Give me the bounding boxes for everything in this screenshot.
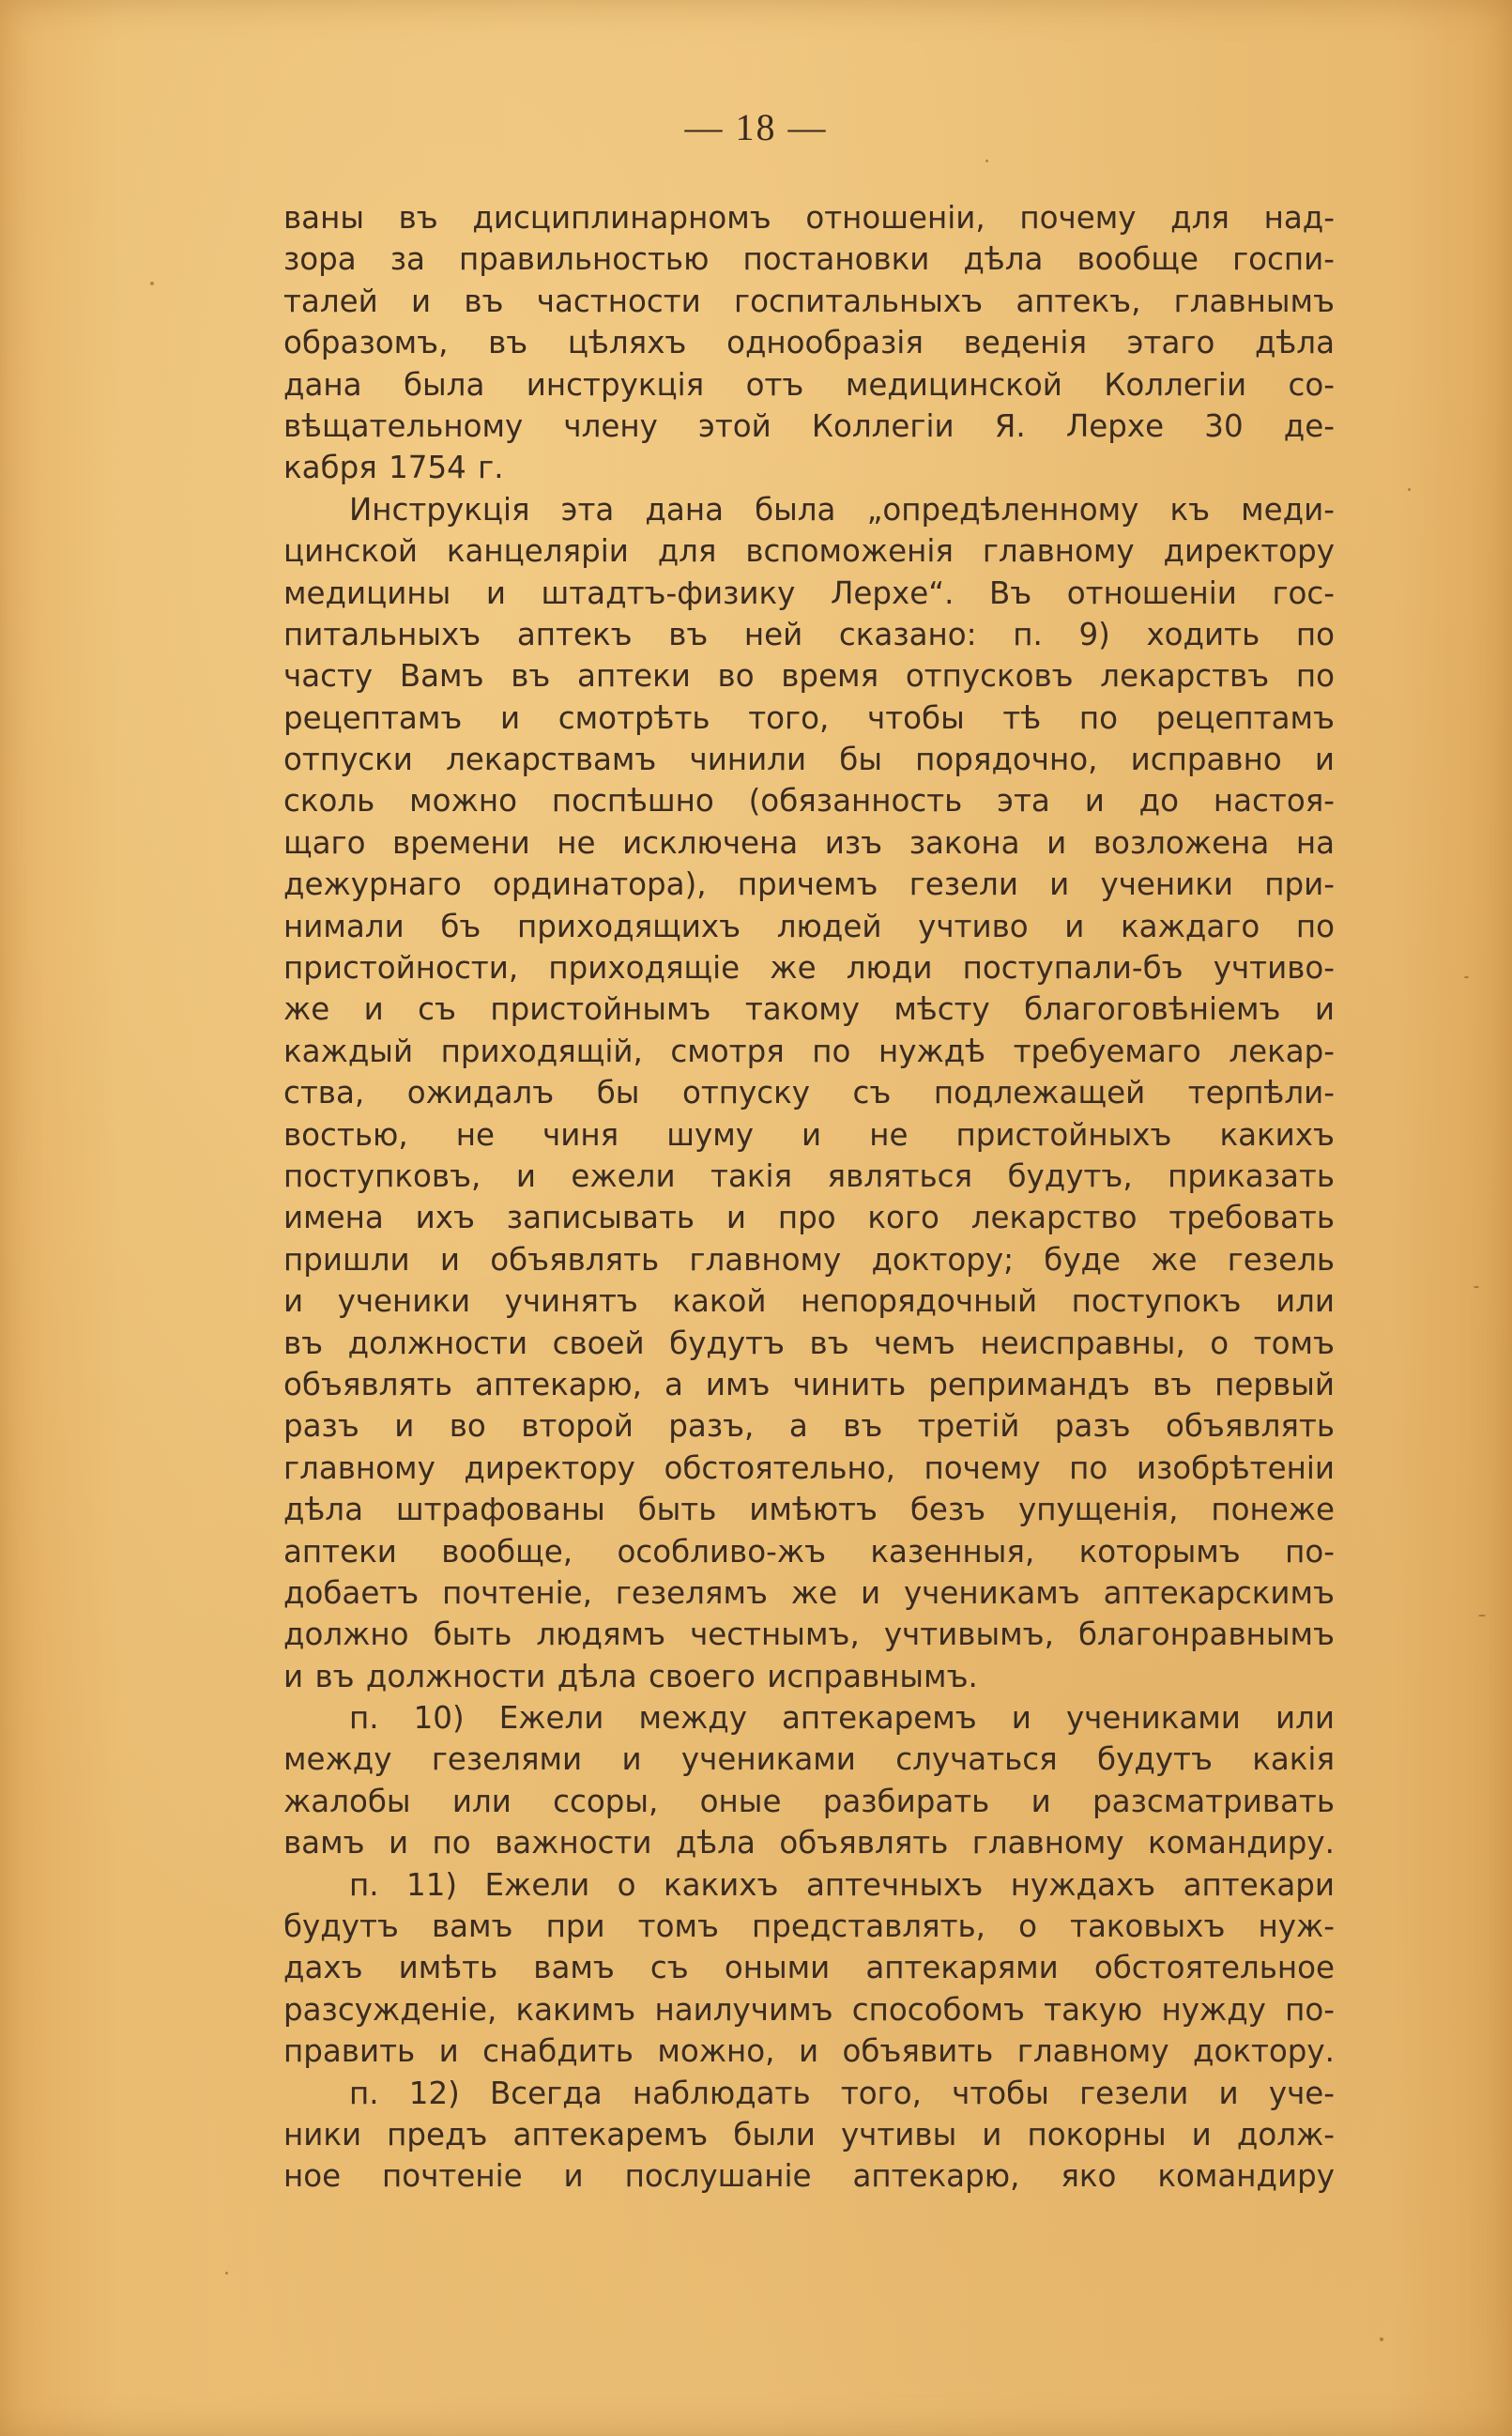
text-line: дахъ имѣть вамъ съ оными аптекарями обстоятельное	[283, 1950, 1335, 1986]
text-line: поступковъ, и ежели такiя являться будутъ, приказать	[283, 1157, 1335, 1194]
text-line: разсужденiе, какимъ наилучимъ способомъ такую нужду по-	[283, 1991, 1335, 2028]
paragraph	[283, 197, 1335, 489]
text-line: и ученики учинятъ какой непорядочный поступокъ или	[283, 1283, 1335, 1320]
text-line: щаго времени не исключена изъ закона и возложена на	[283, 824, 1335, 861]
paper-speck	[225, 2272, 228, 2275]
paragraph	[283, 2073, 1335, 2198]
text-line: отпуски лекарствамъ чинили бы порядочно, исправно и	[283, 742, 1335, 778]
text-line: будутъ вамъ при томъ представлять, о таковыхъ нуж-	[283, 1908, 1335, 1945]
page-number: — 18 —	[684, 106, 828, 148]
paper-speck	[1478, 1615, 1486, 1616]
text-line: питальныхъ аптекъ въ ней сказано: п. 9) ходить по	[283, 616, 1335, 652]
text-line: ники предъ аптекаремъ были учтивы и покорны и долж-	[283, 2116, 1335, 2153]
text-line: талей и въ частности госпитальныхъ аптекъ, главнымъ	[283, 283, 1335, 319]
text-line: п. 10) Ежели между аптекаремъ и учениками или	[349, 1700, 1335, 1737]
text-line: добаетъ почтенiе, гезелямъ же и ученикамъ аптекарскимъ	[283, 1574, 1335, 1611]
text-line: пристойности, приходящiе же люди поступали-бъ учтиво-	[283, 950, 1335, 987]
text-line: ства, ожидалъ бы отпуску съ подлежащей терпѣли-	[283, 1075, 1335, 1111]
text-line: нимали бъ приходящихъ людей учтиво и каждаго по	[283, 908, 1335, 944]
text-line: цинской канцелярiи для вспоможенiя главному директору	[283, 533, 1335, 570]
text-line: разъ и во второй разъ, а въ третiй разъ объявлять	[283, 1408, 1335, 1445]
text-line: аптеки вообще, особливо-жъ казенныя, которымъ по-	[283, 1533, 1335, 1570]
text-line: жалобы или ссоры, оные разбирать и разсматривать	[283, 1783, 1335, 1819]
text-line: ваны въ дисциплинарномъ отношенiи, почему для над-	[283, 200, 1335, 236]
paper-speck	[1408, 488, 1411, 491]
text-line: рецептамъ и смотрѣть того, чтобы тѣ по рецептамъ	[283, 699, 1335, 736]
text-line: сколь можно поспѣшно (обязанность эта и до настоя-	[283, 783, 1335, 820]
text-line: Инструкцiя эта дана была „опредѣленному къ меди-	[349, 491, 1335, 528]
text-line: востью, не чиня шуму и не пристойныхъ какихъ	[283, 1116, 1335, 1153]
text-line: и въ должности дѣла своего исправнымъ.	[283, 1658, 978, 1694]
text-line: кабря 1754 г.	[283, 450, 504, 486]
text-line: медицины и штадтъ-физику Лерхе“. Въ отношенiи гос-	[283, 575, 1335, 611]
text-line: же и съ пристойнымъ такому мѣсту благоговѣнiемъ и	[283, 991, 1335, 1028]
text-line: вамъ и по важности дѣла объявлять главному командиру.	[283, 1825, 1335, 1861]
text-line: вѣщательному члену этой Коллегiи Я. Лерхе 30 де-	[283, 407, 1335, 444]
text-line: часту Вамъ въ аптеки во время отпусковъ лекарствъ по	[283, 658, 1335, 695]
text-line: зора за правильностью постановки дѣла вообще госпи-	[283, 241, 1335, 278]
paragraph	[283, 489, 1335, 1697]
paper-speck	[1474, 1286, 1479, 1288]
paper-speck	[150, 282, 154, 285]
paragraph	[283, 1864, 1335, 2073]
text-line: имена ихъ записывать и про кого лекарство требовать	[283, 1200, 1335, 1236]
text-line: п. 11) Ежели о какихъ аптечныхъ нуждахъ аптекари	[349, 1866, 1335, 1903]
text-line: дежурнаго ординатора), причемъ гезели и ученики при-	[283, 866, 1335, 903]
text-line: дана была инструкцiя отъ медицинской Коллегiи со-	[283, 366, 1335, 403]
text-line: править и снабдить можно, и объявить главному доктору.	[283, 2033, 1335, 2070]
paper-speck	[1380, 2337, 1383, 2341]
text-line: ное почтенiе и послушанiе аптекарю, яко командиру	[283, 2158, 1335, 2195]
text-line: образомъ, въ цѣляхъ однообразiя веденiя этаго дѣла	[283, 325, 1335, 361]
text-line: въ должности своей будутъ въ чемъ неисправны, о томъ	[283, 1325, 1335, 1361]
paper-speck	[1464, 976, 1469, 978]
text-line: п. 12) Всегда наблюдать того, чтобы гезели и уче-	[349, 2075, 1335, 2111]
text-line: каждый приходящiй, смотря по нуждѣ требуемаго лекар-	[283, 1033, 1335, 1069]
text-line: пришли и объявлять главному доктору; буде же гезель	[283, 1241, 1335, 1278]
text-line: дѣла штрафованы быть имѣютъ безъ упущенiя, понеже	[283, 1492, 1335, 1528]
text-line: должно быть людямъ честнымъ, учтивымъ, благонравнымъ	[283, 1616, 1335, 1653]
paragraph	[283, 1697, 1335, 1864]
paper-speck	[985, 160, 988, 162]
text-line: объявлять аптекарю, а имъ чинить репримандъ въ первый	[283, 1366, 1335, 1402]
body-text	[283, 197, 1335, 2198]
text-line: между гезелями и учениками случаться будутъ какiя	[283, 1741, 1335, 1778]
text-line: главному директору обстоятельно, почему по изобрѣтенiи	[283, 1449, 1335, 1486]
